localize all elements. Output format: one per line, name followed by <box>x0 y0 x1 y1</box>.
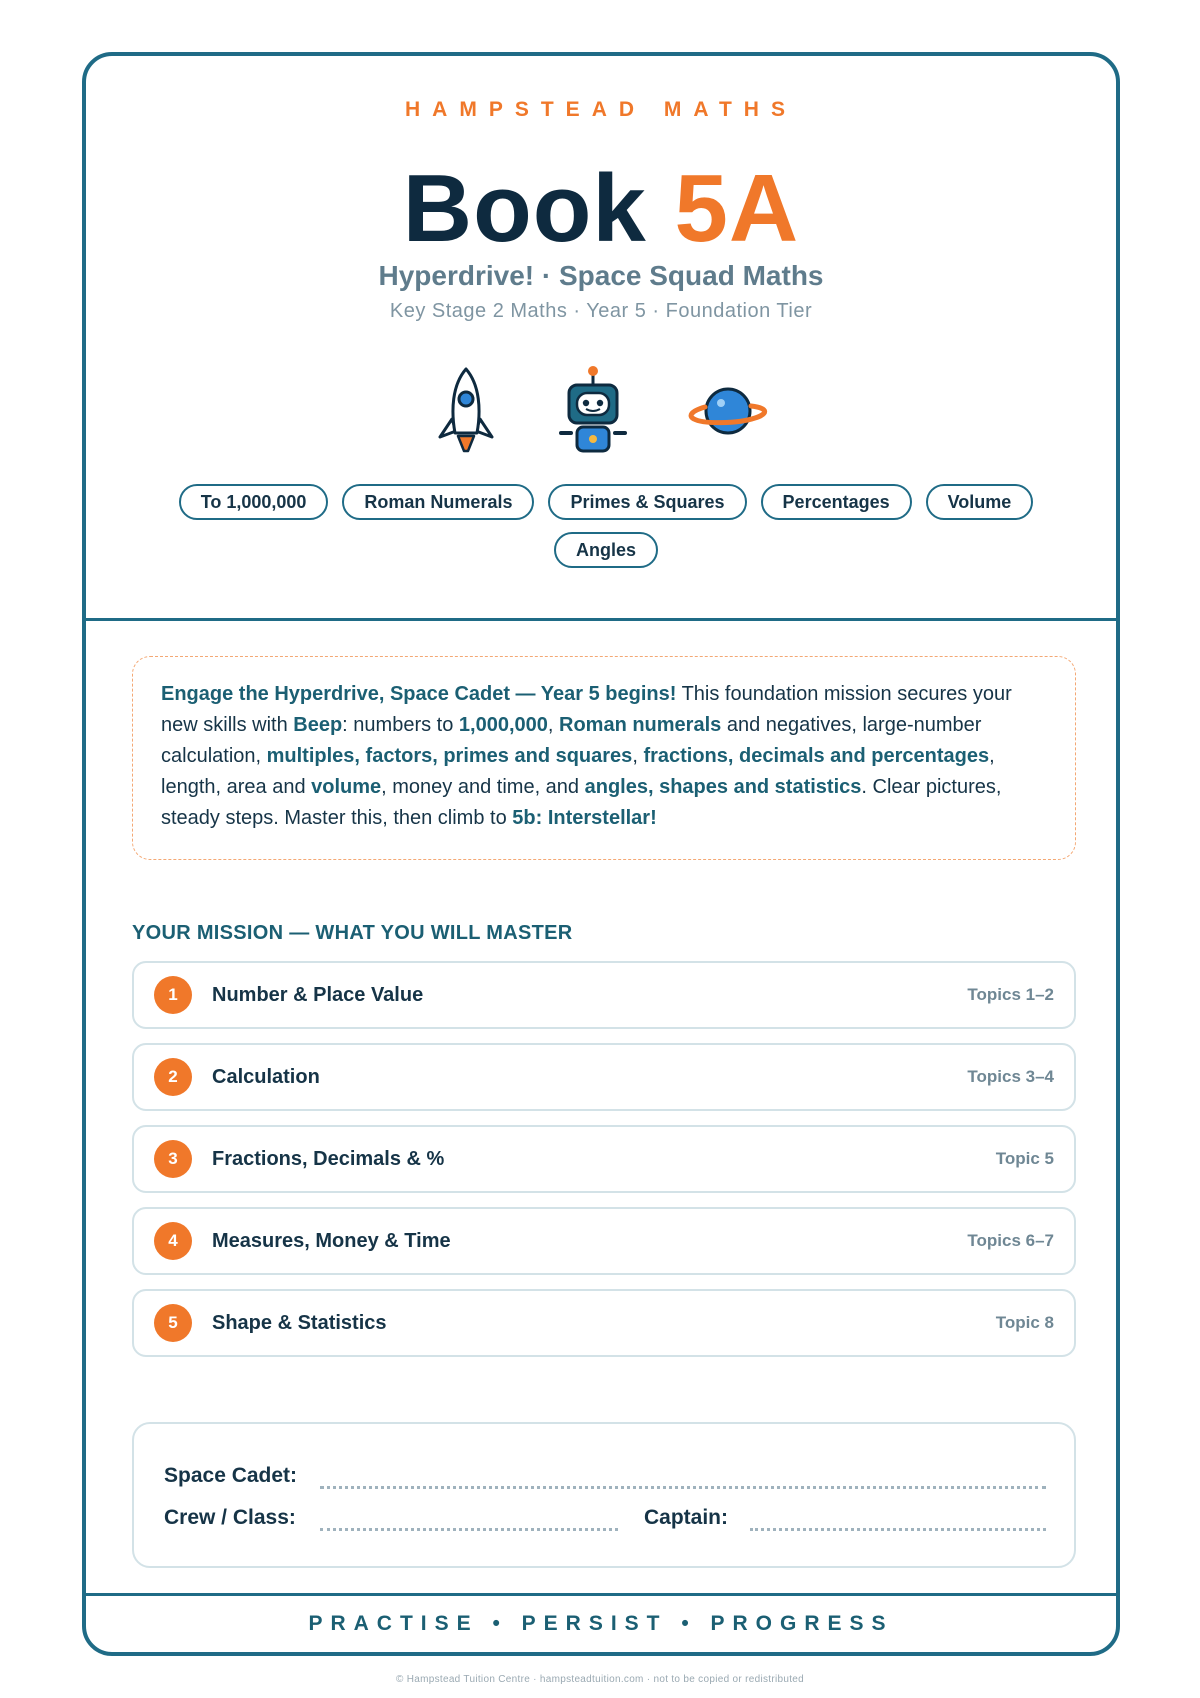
mission-item <box>132 961 1076 1029</box>
intro-text: , length, area and <box>161 745 995 798</box>
mission-name: Fractions, Decimals & % <box>212 1147 445 1170</box>
intro-highlight: multiples, factors, primes and squares <box>266 745 633 767</box>
mission-topics: Topics 6–7 <box>967 1231 1054 1250</box>
mission-item <box>132 1043 1076 1111</box>
mission-item <box>132 1289 1076 1357</box>
mission-number: 4 <box>154 1222 192 1260</box>
mission-topics: Topics 3–4 <box>967 1067 1054 1086</box>
intro-highlight: volume <box>311 776 382 798</box>
mission-name: Measures, Money & Time <box>212 1229 451 1252</box>
mission-heading: YOUR MISSION — WHAT YOU WILL MASTER <box>132 922 573 944</box>
name-box <box>132 1422 1076 1568</box>
mission-topics: Topic 8 <box>995 1313 1054 1332</box>
topic-chip: To 1,000,000 <box>179 484 329 520</box>
book-title-word: Book <box>402 155 647 262</box>
header-divider <box>86 618 1116 621</box>
intro-highlight: Roman numerals <box>559 714 722 736</box>
intro-text: and negatives, large-number calculation, <box>161 714 982 767</box>
intro-highlight: 5b: Interstellar! <box>512 807 657 829</box>
mission-number: 1 <box>154 976 192 1014</box>
intro-box <box>132 656 1076 860</box>
mission-list <box>132 961 1076 1371</box>
mission-topics: Topics 1–2 <box>967 985 1054 1004</box>
mission-topics: Topic 5 <box>995 1149 1054 1168</box>
mission-number: 5 <box>154 1304 192 1342</box>
brand-label: HAMPSTEAD MATHS <box>405 98 797 121</box>
topic-chip: Angles <box>554 532 658 568</box>
robot-icon <box>553 363 633 459</box>
mission-name: Shape & Statistics <box>212 1311 387 1334</box>
intro-text: This foundation mission secures your new skills with <box>161 683 1012 736</box>
intro-text: , money and time, and <box>381 776 585 798</box>
captain-line[interactable] <box>750 1528 1046 1531</box>
illustration-row <box>86 356 1116 466</box>
crew-class-label: Crew / Class: <box>164 1506 296 1529</box>
copyright-notice: © Hampstead Tuition Centre · hampsteadtuition.com · not to be copied or redistributed <box>395 1674 805 1685</box>
intro-highlight: Engage the Hyperdrive, Space Cadet — Year 5 begins! <box>161 683 677 705</box>
topic-chips <box>146 484 1066 568</box>
topic-chip: Primes & Squares <box>548 484 746 520</box>
book-title <box>86 154 1116 264</box>
mission-item <box>132 1207 1076 1275</box>
intro-text: : numbers to <box>342 714 459 736</box>
footer-motto: PRACTISE • PERSIST • PROGRESS <box>86 1593 1116 1652</box>
cover-frame <box>82 52 1120 1656</box>
topic-chip: Roman Numerals <box>342 484 534 520</box>
mission-name: Calculation <box>212 1065 320 1088</box>
topic-chip: Volume <box>926 484 1034 520</box>
mission-number: 3 <box>154 1140 192 1178</box>
space-cadet-label: Space Cadet: <box>164 1464 298 1487</box>
rocket-icon <box>431 363 501 459</box>
mission-item <box>132 1125 1076 1193</box>
intro-highlight: fractions, decimals and percentages <box>643 745 990 767</box>
intro-text: . Clear pictures, steady steps. Master this, then climb to <box>161 776 1002 829</box>
intro-highlight: 1,000,000 <box>458 714 548 736</box>
captain-label: Captain: <box>644 1506 728 1529</box>
intro-text: , <box>632 745 644 767</box>
intro-highlight: angles, shapes and statistics <box>584 776 862 798</box>
book-meta: Key Stage 2 Maths · Year 5 · Foundation Tier <box>389 300 813 322</box>
intro-highlight: Beep <box>293 714 343 736</box>
topic-chip: Percentages <box>761 484 912 520</box>
book-title-code: 5A <box>674 155 800 262</box>
crew-class-line[interactable] <box>320 1528 618 1531</box>
mission-number: 2 <box>154 1058 192 1096</box>
intro-text: , <box>547 714 559 736</box>
mission-name: Number & Place Value <box>212 983 424 1006</box>
book-subtitle: Hyperdrive! · Space Squad Maths <box>378 260 824 291</box>
space-cadet-line[interactable] <box>320 1486 1046 1489</box>
planet-icon <box>685 363 771 459</box>
